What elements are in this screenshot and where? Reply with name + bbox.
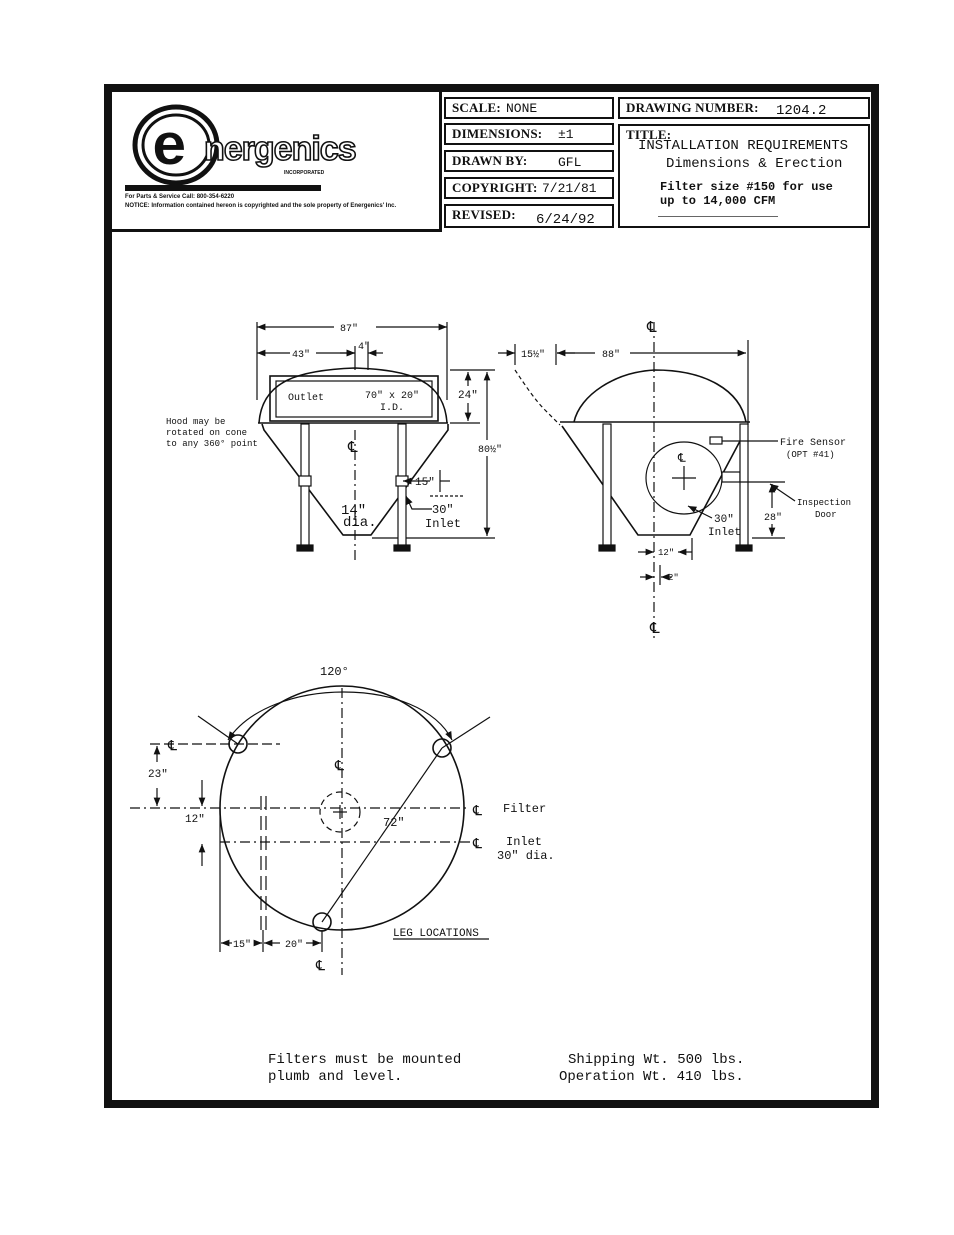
drawn-by-label: DRAWN BY:	[452, 153, 528, 168]
side-leg-right	[740, 424, 748, 546]
side-inlet-label: Inlet	[708, 527, 742, 539]
copyright-label: COPYRIGHT:	[452, 180, 538, 195]
revised-label: REVISED:	[452, 207, 516, 222]
side-foot-right	[736, 545, 752, 551]
plan-cl-bottom: ℄	[316, 959, 325, 975]
foot-right	[394, 545, 410, 551]
side-leg-left	[603, 424, 611, 546]
dim-23-label: 23"	[148, 769, 168, 781]
side-swing-dash	[515, 370, 560, 425]
fire-sensor-label: Fire Sensor	[780, 438, 847, 449]
plan-filter-label: Filter	[503, 802, 547, 816]
leg-locations-caption: LEG LOCATIONS	[393, 928, 479, 940]
radial-left	[198, 716, 238, 744]
revised-value: 6/24/92	[536, 212, 595, 228]
title-line-1: INSTALLATION REQUIREMENTS	[638, 138, 849, 154]
fire-sensor-box	[710, 437, 722, 444]
inspection-label-2: Door	[815, 510, 837, 520]
dim-4-label: 4"	[358, 342, 371, 353]
drawing-number-value: 1204.2	[776, 103, 827, 119]
company-sub: INCORPORATED	[284, 170, 325, 176]
drawn-by-value: GFL	[558, 155, 582, 170]
plan-inlet-cl: ℄	[473, 837, 482, 853]
plan-inlet-dia: 30" dia.	[497, 849, 555, 863]
operation-weight: Operation Wt. 410 lbs.	[559, 1069, 744, 1085]
outlet-size-label: 70" x 20"	[365, 391, 420, 402]
plan-view	[130, 665, 555, 975]
side-inlet-stub	[722, 472, 740, 482]
service-line: For Parts & Service Call: 800-354-6220	[125, 194, 235, 200]
plan-centerline-mid: ℄	[335, 759, 344, 775]
front-centerline-symbol: ℄	[348, 440, 358, 457]
mount-note-2: plumb and level.	[268, 1069, 403, 1085]
dim-15-front-label: 15"	[415, 477, 435, 489]
dim-87-label: 87"	[340, 324, 359, 335]
side-inlet-size: 30"	[714, 514, 734, 526]
filter-line-1: Filter size #150 for use	[660, 180, 833, 194]
dim-20-plan-label: 20"	[285, 940, 304, 951]
fire-sensor-opt: (OPT #41)	[786, 450, 835, 460]
bottom-dia-unit: dia.	[343, 515, 377, 531]
plan-inlet-label: Inlet	[506, 835, 543, 849]
drawing-number-label: DRAWING NUMBER:	[626, 100, 759, 115]
outlet-id-label: I.D.	[380, 403, 405, 414]
dim-24-label: 24"	[458, 390, 478, 402]
bottom-dia-size: 14"	[341, 503, 367, 519]
plan-cl-left: ℄	[168, 739, 177, 755]
company-name: nergenics	[204, 130, 356, 168]
hood-note-2: rotated on cone	[166, 428, 248, 438]
front-inlet-size: 30"	[432, 503, 454, 517]
copyright-notice: NOTICE: Information contained hereon is copyrighted and the sole property of Energenics' Inc.	[125, 203, 397, 209]
side-inlet-cl: ℄	[678, 452, 686, 466]
plan-angle-label: 120°	[320, 665, 349, 679]
side-centerline-bottom: ℄	[650, 621, 660, 638]
hood-note-3: to any 360° point	[166, 439, 258, 449]
plan-filter-cl: ℄	[473, 804, 482, 820]
title-line-2: Dimensions & Erection	[666, 156, 843, 172]
dim-88-label: 88"	[602, 350, 621, 361]
dim-12-plan-label: 12"	[185, 814, 205, 826]
dim-2-side-label: 2"	[668, 573, 679, 583]
shipping-weight: Shipping Wt. 500 lbs.	[568, 1052, 745, 1068]
outlet-label: Outlet	[288, 393, 325, 404]
plan-diameter-label: 72"	[383, 816, 405, 830]
dim-15half-label: 15½"	[521, 350, 546, 361]
leg-left-bracket	[299, 476, 311, 486]
dimensions-label: DIMENSIONS:	[452, 126, 543, 141]
dim-43-label: 43"	[292, 350, 311, 361]
copyright-value: 7/21/81	[542, 181, 597, 196]
dim-12-side-label: 12"	[658, 548, 675, 558]
logo-e: e	[152, 117, 187, 182]
title-label: TITLE:	[626, 127, 672, 142]
front-view	[166, 322, 502, 562]
foot-left	[297, 545, 313, 551]
side-centerline-top: ℄	[647, 320, 657, 337]
hood-note-1: Hood may be	[166, 417, 226, 427]
mount-note-1: Filters must be mounted	[268, 1052, 462, 1068]
filter-line-2: up to 14,000 CFM	[660, 194, 776, 208]
scale-value: NONE	[506, 101, 538, 116]
side-view	[498, 320, 851, 640]
inspection-leader	[770, 484, 795, 501]
dim-15-plan-label: 15"	[233, 940, 252, 951]
scale-label: SCALE:	[452, 100, 501, 115]
dimensions-value: ±1	[558, 127, 574, 142]
dim-80-label: 80½"	[478, 445, 503, 456]
front-inlet-leader	[406, 496, 432, 509]
side-foot-left	[599, 545, 615, 551]
dim-28-label: 28"	[764, 513, 783, 524]
front-inlet-label: Inlet	[425, 517, 462, 531]
inspection-label-1: Inspection	[797, 498, 852, 508]
radial-right	[442, 717, 490, 748]
side-hood-dome	[574, 370, 746, 422]
